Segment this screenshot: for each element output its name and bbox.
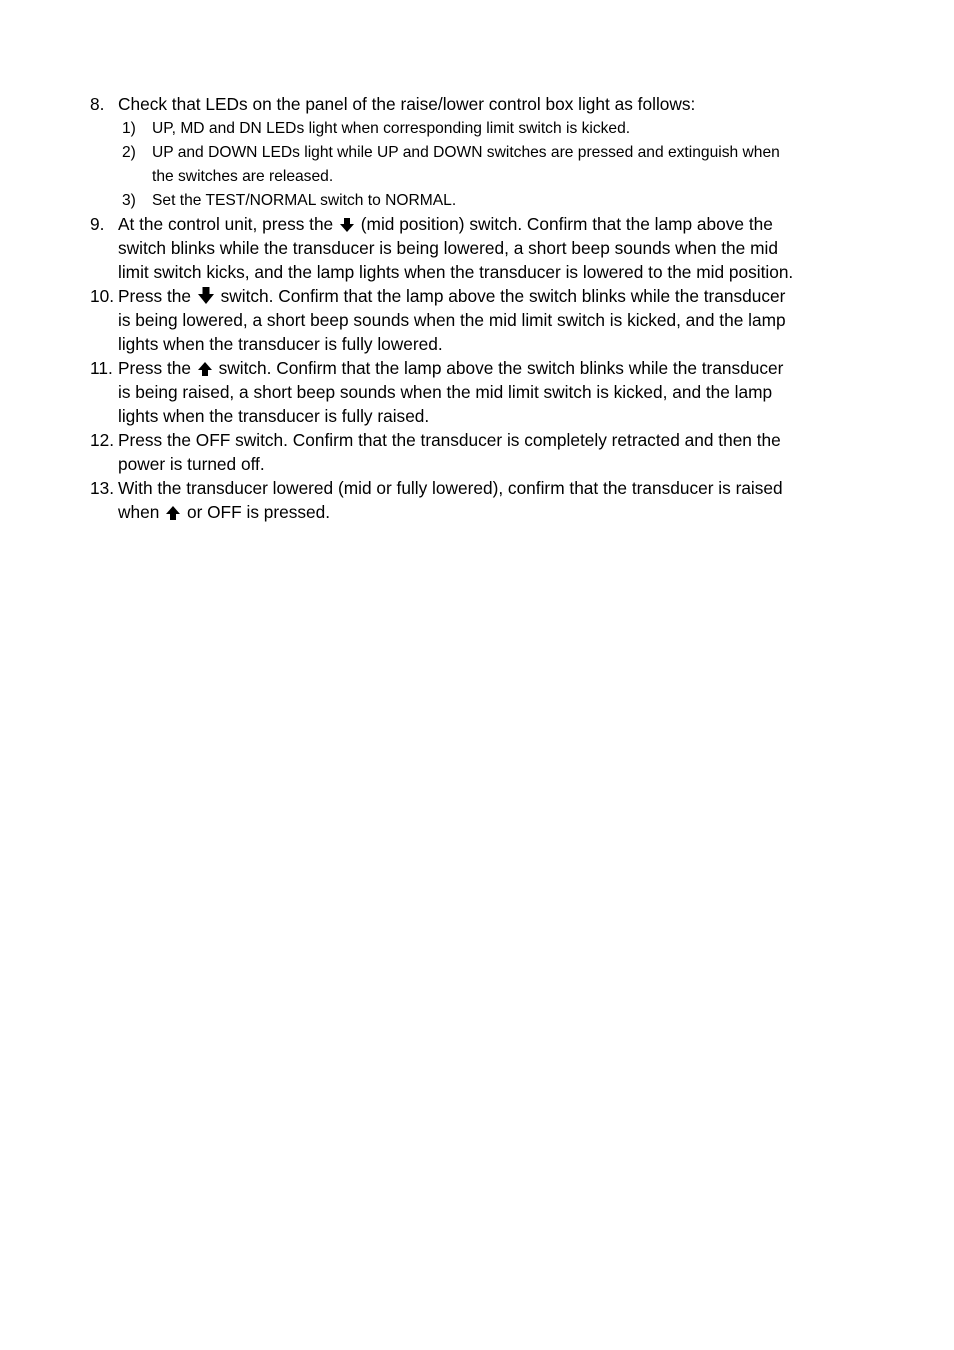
text-line: is being raised, a short beep sounds when the mid limit switch is kicked, and the lamp <box>118 382 773 402</box>
text-line: the switches are released. <box>152 168 334 185</box>
sub-item-text: Set the TEST/NORMAL switch to NORMAL. <box>152 192 457 209</box>
item-text: Check that LEDs on the panel of the raise/lower control box light as follows: <box>118 94 696 114</box>
sub-item-number: 1) <box>122 120 136 137</box>
item-number: 11. <box>90 358 113 378</box>
item-number: 8. <box>90 94 105 114</box>
text-line: Press the OFF switch. Confirm that the transducer is completely retracted and then the <box>118 430 781 450</box>
up-arrow-icon <box>166 506 180 520</box>
text-line: lights when the transducer is fully raised. <box>118 406 430 426</box>
sub-item-text: UP, MD and DN LEDs light when corresponding limit switch is kicked. <box>152 120 631 137</box>
up-arrow-icon <box>198 362 212 376</box>
text-line: power is turned off. <box>118 454 265 474</box>
item-number: 9. <box>90 214 105 234</box>
text-segment: (mid position) switch. Confirm that the lamp above the <box>360 214 773 234</box>
text-line: switch blinks while the transducer is being lowered, a short beep sounds when the mid <box>118 238 778 258</box>
sub-item-text <box>152 141 852 189</box>
item-text <box>118 212 860 284</box>
item-number: 13. <box>90 478 115 498</box>
text-segment: Press the <box>118 286 191 306</box>
text-line: UP and DOWN LEDs light while UP and DOWN switches are pressed and extinguish when <box>152 144 780 161</box>
text-segment: switch. Confirm that the lamp above the switch blinks while the transducer <box>218 358 784 378</box>
text-line: is being lowered, a short beep sounds when the mid limit switch is kicked, and the lamp <box>118 310 786 330</box>
down-arrow-small-icon <box>340 218 354 232</box>
sub-item-number: 2) <box>122 144 136 161</box>
down-arrow-large-icon <box>198 287 214 304</box>
sub-item-number: 3) <box>122 192 136 209</box>
item-text <box>118 284 860 356</box>
item-text <box>118 356 860 428</box>
item-number: 10. <box>90 286 115 306</box>
text-segment: Press the <box>118 358 191 378</box>
text-segment: or OFF is pressed. <box>186 502 331 522</box>
item-text <box>118 476 860 524</box>
text-line: lights when the transducer is fully lowered. <box>118 334 443 354</box>
text-segment: At the control unit, press the <box>118 214 334 234</box>
text-line: limit switch kicks, and the lamp lights when the transducer is lowered to the mid position. <box>118 262 794 282</box>
item-number: 12. <box>90 430 115 450</box>
text-line: With the transducer lowered (mid or fully lowered), confirm that the transducer is raised <box>118 478 783 498</box>
item-text <box>118 428 860 476</box>
text-segment: when <box>118 502 160 522</box>
text-segment: switch. Confirm that the lamp above the switch blinks while the transducer <box>220 286 786 306</box>
